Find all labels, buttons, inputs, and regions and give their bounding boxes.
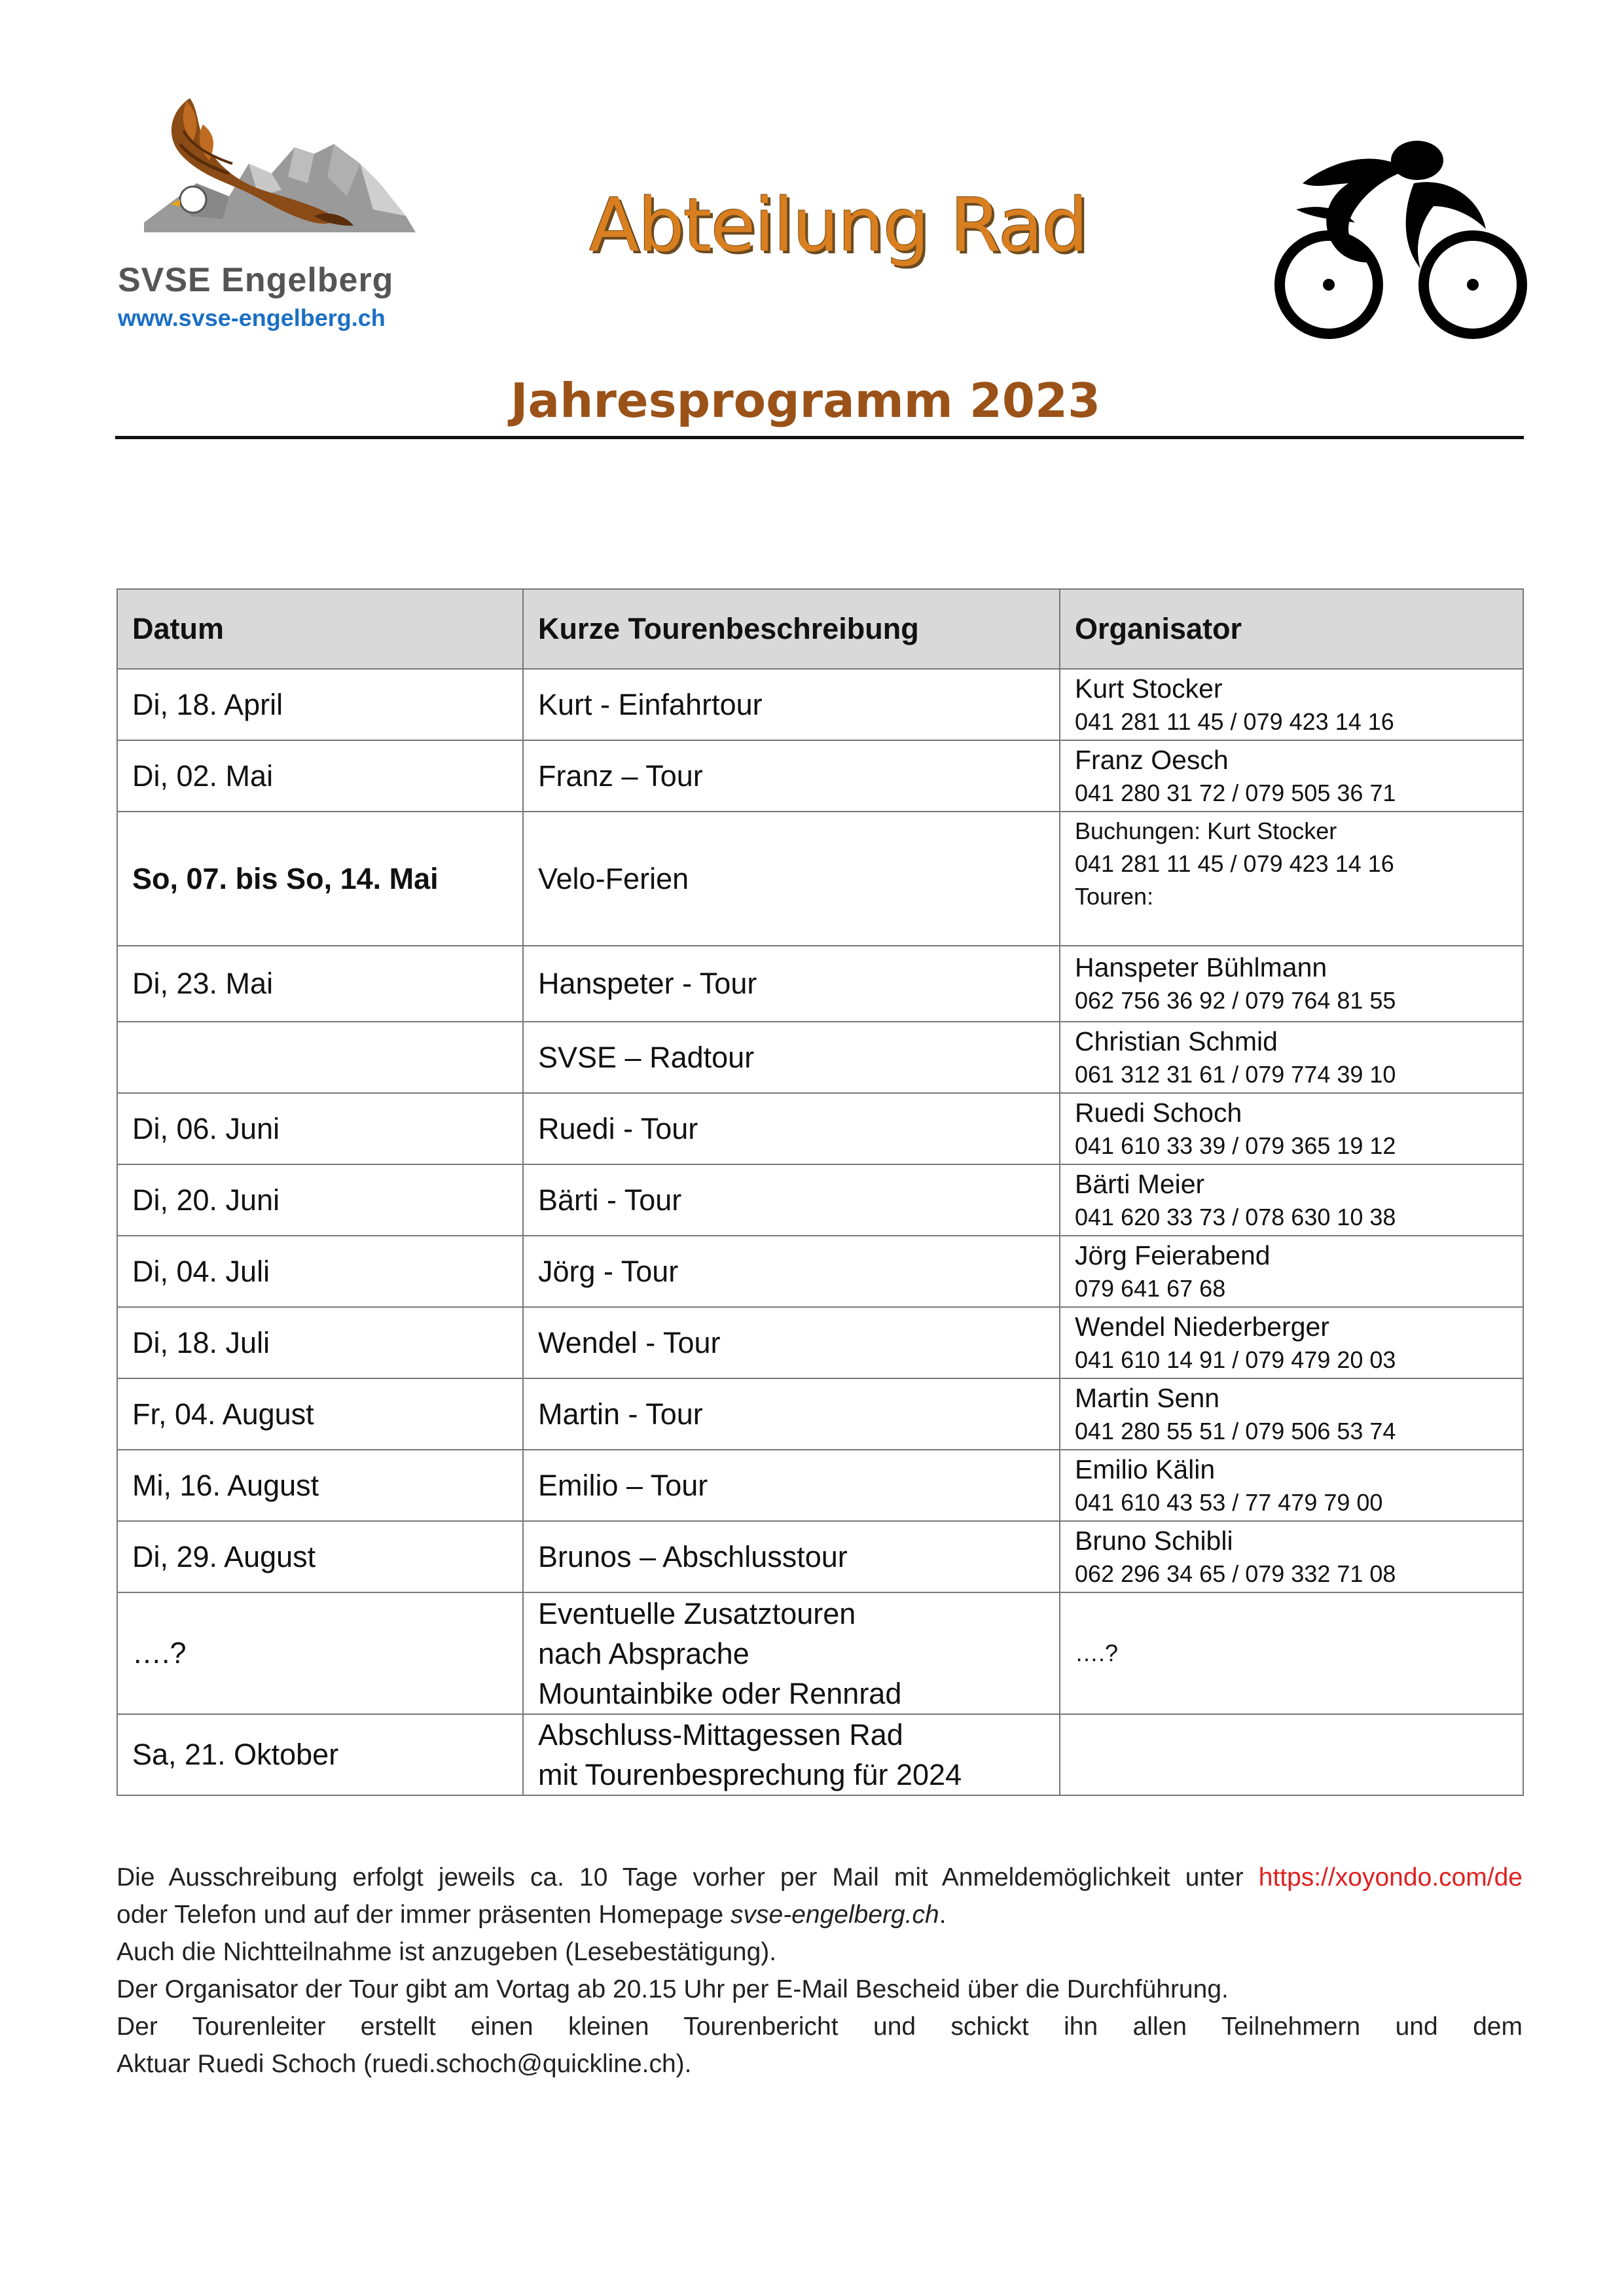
department-title: Abteilung Rad bbox=[589, 183, 1087, 268]
tour-line: Mountainbike oder Rennrad bbox=[538, 1676, 902, 1710]
cyclist-icon bbox=[1257, 131, 1538, 340]
date-cell: Di, 29. August bbox=[117, 1521, 523, 1592]
eagle-mountain-logo-icon bbox=[118, 85, 419, 249]
club-logo bbox=[118, 85, 432, 334]
organizer-name: Ruedi Schoch bbox=[1075, 1097, 1242, 1128]
date-cell: So, 07. bis So, 14. Mai bbox=[117, 812, 523, 946]
organizer-name: Kurt Stocker bbox=[1075, 673, 1223, 704]
date-cell: Di, 02. Mai bbox=[117, 740, 523, 812]
table-row bbox=[117, 1093, 1523, 1164]
tour-cell: Kurt - Einfahrtour bbox=[523, 669, 1060, 740]
footer-line: Auch die Nichtteilnahme ist anzugeben (Lesebestätigung). bbox=[117, 1938, 777, 1966]
footer-line: Der Tourenleiter erstellt einen kleinen Tourenbericht und schickt ihn allen Teilnehmern und dem bbox=[117, 2013, 1523, 2041]
organizer-name: Martin Senn bbox=[1075, 1382, 1220, 1413]
tour-line: mit Tourenbesprechung für 2024 bbox=[538, 1758, 962, 1791]
table-row bbox=[117, 1592, 1523, 1714]
tour-cell: Brunos – Abschlusstour bbox=[523, 1521, 1060, 1592]
date-cell: ….? bbox=[117, 1592, 523, 1714]
table-row bbox=[117, 946, 1523, 1022]
header-organizer: Organisator bbox=[1060, 589, 1523, 669]
organizer-phone: 041 610 14 91 / 079 479 20 03 bbox=[1075, 1346, 1396, 1373]
table-row bbox=[117, 1450, 1523, 1521]
organizer-name: Emilio Kälin bbox=[1075, 1454, 1216, 1484]
tour-cell: Martin - Tour bbox=[523, 1378, 1060, 1450]
table-row bbox=[117, 669, 1523, 740]
tour-cell: Emilio – Tour bbox=[523, 1450, 1060, 1521]
organizer-phone: 062 756 36 92 / 079 764 81 55 bbox=[1075, 987, 1396, 1014]
date-cell: Di, 20. Juni bbox=[117, 1164, 523, 1236]
tour-cell bbox=[523, 1592, 1060, 1714]
organizer-cell bbox=[1060, 1236, 1523, 1307]
table-row bbox=[117, 1022, 1523, 1093]
organizer-cell bbox=[1060, 1022, 1523, 1093]
table-row bbox=[117, 1236, 1523, 1307]
organizer-phone: 041 280 55 51 / 079 506 53 74 bbox=[1075, 1417, 1396, 1444]
club-name: SVSE Engelberg bbox=[118, 261, 394, 299]
footer-notes bbox=[117, 1859, 1523, 2083]
organizer-tours: Touren: bbox=[1075, 883, 1154, 910]
organizer-cell bbox=[1060, 669, 1523, 740]
organizer-cell bbox=[1060, 740, 1523, 812]
tour-line: Abschluss-Mittagessen Rad bbox=[538, 1718, 903, 1751]
organizer-name: Bärti Meier bbox=[1075, 1168, 1205, 1199]
organizer-bookings: Buchungen: Kurt Stocker bbox=[1075, 817, 1337, 844]
table-row bbox=[117, 1521, 1523, 1592]
tour-cell: Jörg - Tour bbox=[523, 1236, 1060, 1307]
xoyondo-link[interactable]: https://xoyondo.com/de bbox=[1258, 1863, 1523, 1892]
date-cell: Fr, 04. August bbox=[117, 1378, 523, 1450]
organizer-cell bbox=[1060, 946, 1523, 1022]
tour-cell: Bärti - Tour bbox=[523, 1164, 1060, 1236]
organizer-phone: 041 610 33 39 / 079 365 19 12 bbox=[1075, 1132, 1396, 1159]
organizer-phone: 041 281 11 45 / 079 423 14 16 bbox=[1075, 708, 1394, 735]
table-header-row bbox=[117, 589, 1523, 669]
date-cell: Di, 18. Juli bbox=[117, 1307, 523, 1378]
table-row bbox=[117, 1714, 1523, 1795]
organizer-phone: 079 641 67 68 bbox=[1075, 1274, 1226, 1302]
table-row bbox=[117, 1164, 1523, 1236]
header-divider bbox=[115, 436, 1524, 439]
header-tour: Kurze Tourenbeschreibung bbox=[523, 589, 1060, 669]
tour-line: nach Absprache bbox=[538, 1636, 749, 1670]
header-date: Datum bbox=[117, 589, 523, 669]
homepage-link[interactable]: svse-engelberg.ch bbox=[731, 1901, 939, 1929]
date-cell bbox=[117, 1022, 523, 1093]
program-table bbox=[117, 588, 1524, 1796]
organizer-name: Jörg Feierabend bbox=[1075, 1240, 1271, 1270]
tour-cell: SVSE – Radtour bbox=[523, 1022, 1060, 1093]
organizer-name: Wendel Niederberger bbox=[1075, 1311, 1329, 1342]
year-program-title: Jahresprogramm 2023 bbox=[510, 373, 1101, 428]
tour-line: Eventuelle Zusatztouren bbox=[538, 1596, 856, 1630]
footer-line: Aktuar Ruedi Schoch (ruedi.schoch@quickline.ch). bbox=[117, 2050, 692, 2078]
table-row bbox=[117, 740, 1523, 812]
organizer-name: Franz Oesch bbox=[1075, 744, 1229, 775]
footer-line: Der Organisator der Tour gibt am Vortag ab 20.15 Uhr per E-Mail Bescheid über die Durchführung. bbox=[117, 1975, 1229, 2003]
tour-cell: Ruedi - Tour bbox=[523, 1093, 1060, 1164]
organizer-cell bbox=[1060, 1378, 1523, 1450]
tour-cell: Wendel - Tour bbox=[523, 1307, 1060, 1378]
organizer-phone: 041 610 43 53 / 77 479 79 00 bbox=[1075, 1488, 1383, 1516]
organizer-cell bbox=[1060, 1164, 1523, 1236]
organizer-phone: 061 312 31 61 / 079 774 39 10 bbox=[1075, 1060, 1396, 1088]
organizer-name: Bruno Schibli bbox=[1075, 1525, 1233, 1556]
footer-line bbox=[117, 1896, 1523, 1933]
organizer-cell bbox=[1060, 812, 1523, 946]
date-cell: Sa, 21. Oktober bbox=[117, 1714, 523, 1795]
date-cell: Di, 06. Juni bbox=[117, 1093, 523, 1164]
tour-cell: Franz – Tour bbox=[523, 740, 1060, 812]
tour-cell: Hanspeter - Tour bbox=[523, 946, 1060, 1022]
table-row bbox=[117, 1378, 1523, 1450]
organizer-phone: 062 296 34 65 / 079 332 71 08 bbox=[1075, 1560, 1396, 1587]
date-cell: Di, 04. Juli bbox=[117, 1236, 523, 1307]
tour-cell: Velo-Ferien bbox=[523, 812, 1060, 946]
organizer-name: Christian Schmid bbox=[1075, 1026, 1278, 1056]
tour-cell bbox=[523, 1714, 1060, 1795]
organizer-cell bbox=[1060, 1521, 1523, 1592]
organizer-cell bbox=[1060, 1093, 1523, 1164]
footer-text: Die Ausschreibung erfolgt jeweils ca. 10 Tage vorher per Mail mit Anmeldemöglichkeit unter bbox=[117, 1863, 1259, 1892]
organizer-cell bbox=[1060, 1450, 1523, 1521]
organizer-name: Hanspeter Bühlmann bbox=[1075, 952, 1327, 982]
date-cell: Mi, 16. August bbox=[117, 1450, 523, 1521]
footer-line bbox=[117, 1859, 1523, 1896]
club-website-link[interactable]: www.svse-engelberg.ch bbox=[118, 304, 386, 331]
date-cell: Di, 18. April bbox=[117, 669, 523, 740]
organizer-phone: 041 620 33 73 / 078 630 10 38 bbox=[1075, 1203, 1396, 1230]
footer-text: oder Telefon und auf der immer präsenten Homepage bbox=[117, 1901, 731, 1929]
organizer-cell bbox=[1060, 1307, 1523, 1378]
table-row bbox=[117, 1307, 1523, 1378]
organizer-cell: ….? bbox=[1060, 1592, 1523, 1714]
organizer-phone: 041 281 11 45 / 079 423 14 16 bbox=[1075, 850, 1394, 877]
footer-text: . bbox=[939, 1901, 947, 1929]
table-row bbox=[117, 812, 1523, 946]
date-cell: Di, 23. Mai bbox=[117, 946, 523, 1022]
organizer-phone: 041 280 31 72 / 079 505 36 71 bbox=[1075, 779, 1396, 806]
organizer-cell bbox=[1060, 1714, 1523, 1795]
